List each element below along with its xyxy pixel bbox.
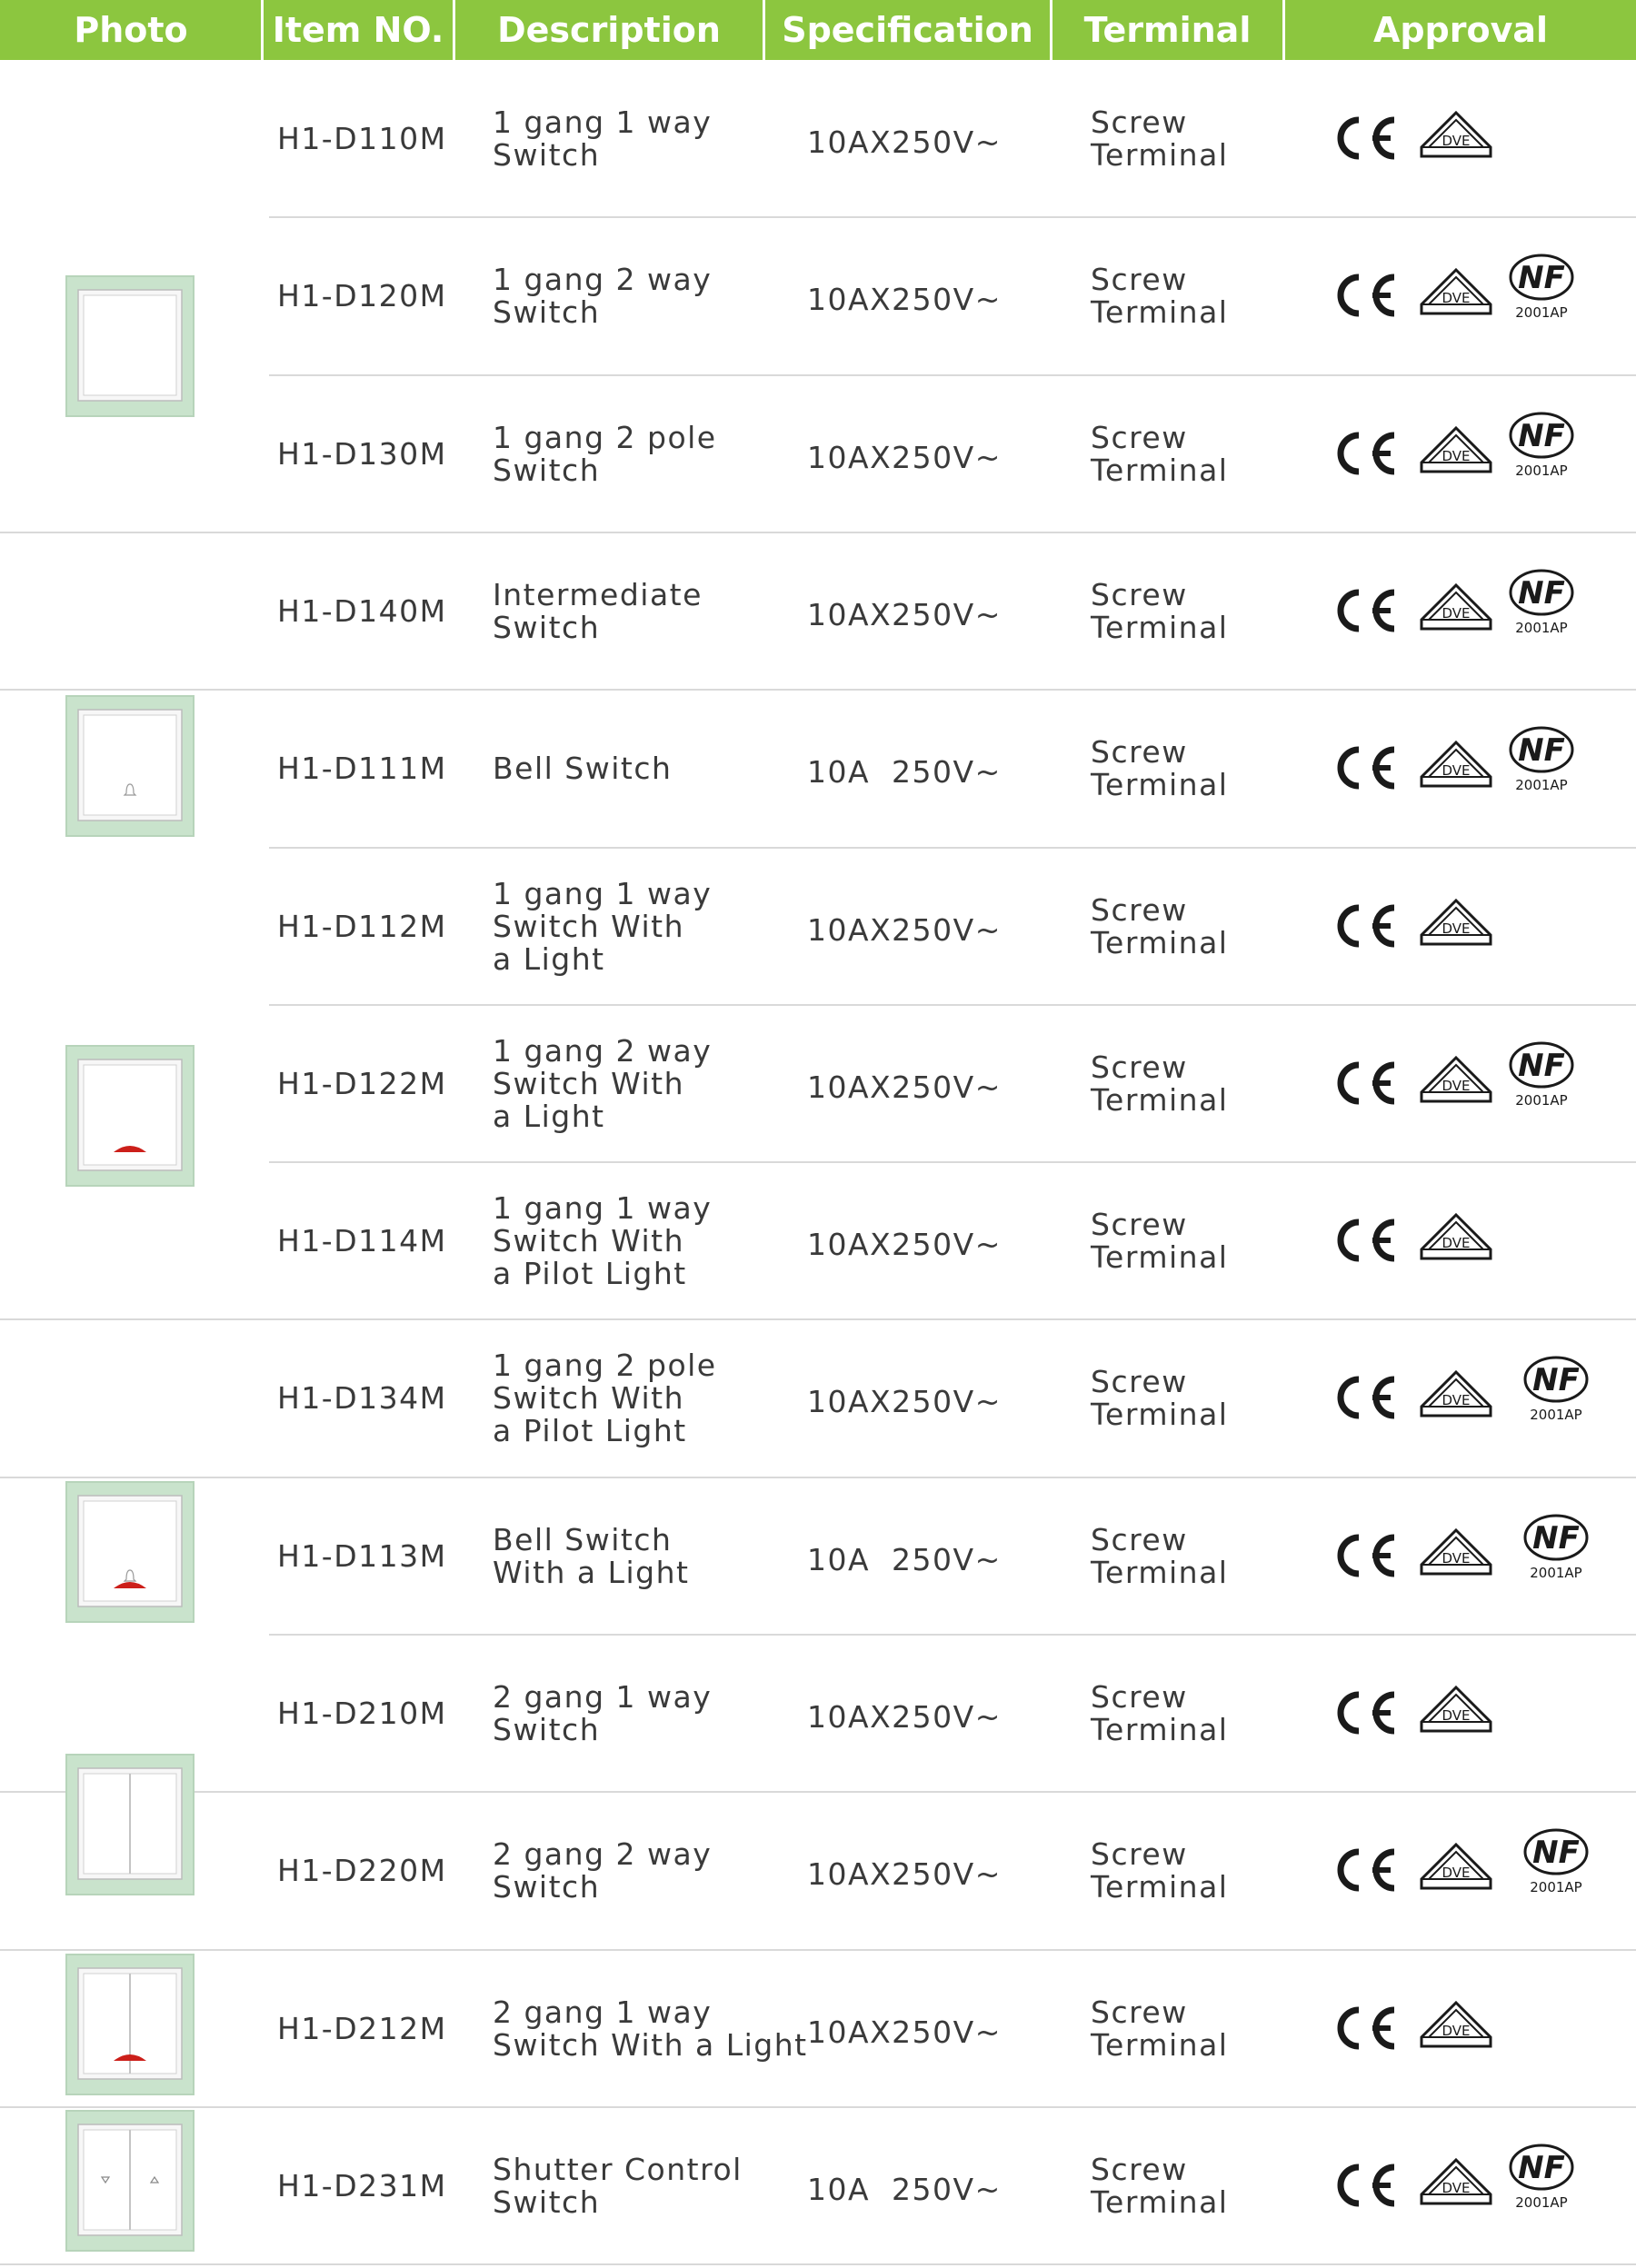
svg-text:NF: NF xyxy=(1518,260,1565,296)
ce-mark-icon xyxy=(1329,111,1402,165)
terminal-line: Screw xyxy=(1091,1521,1188,1557)
terminal xyxy=(1091,217,1228,374)
description-line: Switch With xyxy=(493,1222,685,1258)
specification: 10AX250V~ xyxy=(807,1698,1002,1735)
product-photo xyxy=(65,2110,195,2252)
vde-mark-icon xyxy=(1418,1527,1494,1585)
svg-text:NF: NF xyxy=(1518,2150,1565,2186)
terminal-line: Terminal xyxy=(1091,924,1229,960)
terminal xyxy=(1091,1162,1228,1319)
terminal-line: Terminal xyxy=(1091,2183,1229,2220)
description-line: 1 gang 2 way xyxy=(493,1032,713,1069)
terminal-line: Screw xyxy=(1091,733,1188,770)
description-line: Switch xyxy=(493,609,601,645)
vde-mark-icon xyxy=(1418,1211,1494,1269)
description xyxy=(493,217,712,374)
terminal-line: Terminal xyxy=(1091,609,1229,645)
switch-plate-image xyxy=(65,2110,195,2252)
terminal xyxy=(1091,375,1228,532)
terminal xyxy=(1091,1635,1228,1792)
ce-mark-icon xyxy=(1329,1370,1402,1425)
approval-marks xyxy=(1329,1635,1601,1792)
table-row xyxy=(0,375,1636,532)
description-line: a Light xyxy=(493,940,605,977)
switch-plate-image xyxy=(65,275,195,417)
table-row xyxy=(0,848,1636,1005)
description xyxy=(493,1635,712,1792)
terminal-line: Screw xyxy=(1091,2151,1188,2187)
description xyxy=(493,2107,743,2264)
table-row xyxy=(0,532,1636,690)
item-number: H1-D231M xyxy=(277,2167,447,2203)
specification: 10AX250V~ xyxy=(807,1069,1002,1105)
ce-mark-icon xyxy=(1329,2158,1402,2213)
table-row xyxy=(0,2107,1636,2264)
approval-marks xyxy=(1329,690,1601,847)
item-number: H1-D210M xyxy=(277,1695,447,1731)
vde-mark-icon xyxy=(1418,109,1494,167)
description-line: Bell Switch xyxy=(493,1521,673,1557)
description-line: 1 gang 1 way xyxy=(493,104,713,140)
terminal xyxy=(1091,848,1228,1005)
product-photo xyxy=(65,275,195,417)
description-line: Switch xyxy=(493,293,601,330)
item-number: H1-D212M xyxy=(277,2010,447,2046)
terminal-line: Terminal xyxy=(1091,1868,1229,1905)
terminal-line: Screw xyxy=(1091,104,1188,140)
approval-marks xyxy=(1329,217,1601,374)
terminal xyxy=(1091,2107,1228,2264)
ce-mark-icon xyxy=(1329,1843,1402,1897)
description-line: Intermediate xyxy=(493,576,703,612)
specification: 10A 250V~ xyxy=(807,753,1002,790)
item-number: H1-D120M xyxy=(277,277,447,313)
table-row xyxy=(0,1635,1636,1792)
description-line: Switch xyxy=(493,452,601,488)
header-photo: Photo xyxy=(74,10,188,50)
specification: 10AX250V~ xyxy=(807,1383,1002,1419)
ce-mark-icon xyxy=(1329,1213,1402,1268)
terminal-line: Screw xyxy=(1091,1835,1188,1872)
approval-marks xyxy=(1329,532,1601,690)
nf-code-label: 2001AP xyxy=(1515,2194,1568,2211)
vde-mark-icon xyxy=(1418,582,1494,640)
terminal xyxy=(1091,1792,1228,1949)
svg-text:NF: NF xyxy=(1532,1835,1580,1871)
terminal xyxy=(1091,690,1228,847)
product-photo xyxy=(65,695,195,837)
ce-mark-icon xyxy=(1329,426,1402,481)
specification: 10AX250V~ xyxy=(807,596,1002,632)
terminal xyxy=(1091,1477,1228,1635)
description xyxy=(493,532,703,690)
item-number: H1-D140M xyxy=(277,592,447,629)
terminal xyxy=(1091,532,1228,690)
approval-marks xyxy=(1329,1005,1601,1162)
description-line: 1 gang 1 way xyxy=(493,875,713,911)
nf-mark-icon xyxy=(1518,1512,1596,1585)
description-line: Shutter Control xyxy=(493,2151,743,2187)
svg-text:NF: NF xyxy=(1518,732,1565,769)
specification: 10AX250V~ xyxy=(807,2014,1002,2050)
nf-code-label: 2001AP xyxy=(1530,1407,1582,1423)
terminal-line: Screw xyxy=(1091,1363,1188,1399)
svg-text:DVE: DVE xyxy=(1441,133,1471,149)
svg-text:NF: NF xyxy=(1518,575,1565,612)
terminal-line: Screw xyxy=(1091,419,1188,455)
terminal-line: Terminal xyxy=(1091,1238,1229,1275)
approval-marks xyxy=(1329,1950,1601,2107)
vde-mark-icon xyxy=(1418,424,1494,482)
ce-mark-icon xyxy=(1329,268,1402,323)
product-photo xyxy=(65,1754,195,1895)
header-specification: Specification xyxy=(782,10,1033,50)
item-number: H1-D110M xyxy=(277,120,447,156)
terminal-line: Terminal xyxy=(1091,136,1229,173)
description-line: 1 gang 2 pole xyxy=(493,1347,717,1383)
svg-text:NF: NF xyxy=(1532,1362,1580,1398)
switch-plate-image xyxy=(65,695,195,837)
table-row xyxy=(0,60,1636,217)
description xyxy=(493,60,712,217)
table-row xyxy=(0,1005,1636,1162)
ce-mark-icon xyxy=(1329,741,1402,795)
approval-marks xyxy=(1329,2107,1601,2264)
vde-mark-icon xyxy=(1418,2156,1494,2214)
approval-marks xyxy=(1329,1792,1601,1949)
terminal xyxy=(1091,1950,1228,2107)
ce-mark-icon xyxy=(1329,583,1402,638)
terminal-line: Screw xyxy=(1091,261,1188,297)
table-row xyxy=(0,1477,1636,1635)
vde-mark-icon xyxy=(1418,266,1494,324)
svg-text:DVE: DVE xyxy=(1441,2180,1471,2196)
description-line: 2 gang 1 way xyxy=(493,1678,713,1715)
description xyxy=(493,375,717,532)
nf-code-label: 2001AP xyxy=(1530,1565,1582,1581)
nf-code-label: 2001AP xyxy=(1515,620,1568,636)
description-line: Bell Switch xyxy=(493,750,673,786)
terminal-line: Screw xyxy=(1091,1049,1188,1085)
svg-text:DVE: DVE xyxy=(1441,290,1471,306)
description xyxy=(493,1005,712,1162)
nf-code-label: 2001AP xyxy=(1515,777,1568,793)
table-header xyxy=(0,0,1636,60)
description-line: Switch xyxy=(493,1868,601,1905)
description-line: 2 gang 2 way xyxy=(493,1835,713,1872)
specification: 10A 250V~ xyxy=(807,1541,1002,1577)
product-photo xyxy=(65,1481,195,1623)
product-photo xyxy=(65,1045,195,1187)
terminal-line: Screw xyxy=(1091,1994,1188,2030)
nf-mark-icon xyxy=(1503,410,1581,482)
terminal-line: Screw xyxy=(1091,576,1188,612)
item-number: H1-D130M xyxy=(277,435,447,472)
description xyxy=(493,1319,717,1477)
svg-text:DVE: DVE xyxy=(1441,605,1471,622)
terminal-line: Terminal xyxy=(1091,2026,1229,2063)
nf-mark-icon xyxy=(1503,567,1581,640)
ce-mark-icon xyxy=(1329,1056,1402,1110)
nf-mark-icon xyxy=(1503,252,1581,324)
svg-text:NF: NF xyxy=(1518,1048,1565,1084)
description-line: a Pilot Light xyxy=(493,1255,687,1291)
approval-marks xyxy=(1329,1477,1601,1635)
svg-text:DVE: DVE xyxy=(1441,1078,1471,1094)
specification: 10AX250V~ xyxy=(807,281,1002,317)
nf-mark-icon xyxy=(1503,724,1581,797)
specification: 10AX250V~ xyxy=(807,1226,1002,1262)
table-row xyxy=(0,690,1636,847)
item-number: H1-D220M xyxy=(277,1852,447,1888)
description-line: Switch xyxy=(493,136,601,173)
nf-code-label: 2001AP xyxy=(1515,304,1568,321)
svg-text:DVE: DVE xyxy=(1441,2023,1471,2039)
approval-marks xyxy=(1329,1162,1601,1319)
svg-text:NF: NF xyxy=(1518,418,1565,454)
terminal-line: Screw xyxy=(1091,891,1188,928)
description-line: Switch With xyxy=(493,908,685,944)
description xyxy=(493,690,672,847)
ce-mark-icon xyxy=(1329,1686,1402,1740)
switch-plate-image xyxy=(65,1481,195,1623)
vde-mark-icon xyxy=(1418,897,1494,955)
approval-marks xyxy=(1329,375,1601,532)
vde-mark-icon xyxy=(1418,1841,1494,1899)
terminal-line: Terminal xyxy=(1091,293,1229,330)
item-number: H1-D114M xyxy=(277,1222,447,1258)
terminal-line: Terminal xyxy=(1091,1081,1229,1118)
header-description: Description xyxy=(497,10,721,50)
terminal-line: Terminal xyxy=(1091,766,1229,802)
svg-text:DVE: DVE xyxy=(1441,920,1471,937)
vde-mark-icon xyxy=(1418,1999,1494,2057)
specification: 10AX250V~ xyxy=(807,439,1002,475)
description-line: Switch With a Light xyxy=(493,2026,808,2063)
ce-mark-icon xyxy=(1329,1528,1402,1583)
terminal xyxy=(1091,1005,1228,1162)
nf-code-label: 2001AP xyxy=(1515,463,1568,479)
table-row xyxy=(0,1162,1636,1319)
svg-text:DVE: DVE xyxy=(1441,1865,1471,1881)
description-line: a Pilot Light xyxy=(493,1412,687,1448)
nf-code-label: 2001AP xyxy=(1515,1092,1568,1109)
svg-text:NF: NF xyxy=(1532,1520,1580,1557)
row-divider xyxy=(0,2263,1636,2265)
terminal-line: Terminal xyxy=(1091,1554,1229,1590)
item-number: H1-D122M xyxy=(277,1065,447,1101)
approval-marks xyxy=(1329,848,1601,1005)
description-line: 1 gang 2 way xyxy=(493,261,713,297)
nf-mark-icon xyxy=(1503,1040,1581,1112)
ce-mark-icon xyxy=(1329,899,1402,953)
svg-text:DVE: DVE xyxy=(1441,1707,1471,1724)
description xyxy=(493,1162,712,1319)
item-number: H1-D111M xyxy=(277,750,447,786)
svg-text:DVE: DVE xyxy=(1441,1235,1471,1251)
svg-text:DVE: DVE xyxy=(1441,1392,1471,1408)
switch-plate-image xyxy=(65,1045,195,1187)
terminal-line: Screw xyxy=(1091,1678,1188,1715)
approval-marks xyxy=(1329,60,1601,217)
description-line: Switch With xyxy=(493,1065,685,1101)
switch-plate-image xyxy=(65,1754,195,1895)
table-row xyxy=(0,1792,1636,1949)
nf-mark-icon xyxy=(1518,1826,1596,1899)
terminal-line: Terminal xyxy=(1091,452,1229,488)
nf-mark-icon xyxy=(1503,2142,1581,2214)
item-number: H1-D113M xyxy=(277,1537,447,1574)
table-row xyxy=(0,1950,1636,2107)
description xyxy=(493,848,712,1005)
table-row xyxy=(0,1319,1636,1477)
specification: 10AX250V~ xyxy=(807,124,1002,160)
table-row xyxy=(0,217,1636,374)
nf-mark-icon xyxy=(1518,1354,1596,1427)
terminal-line: Terminal xyxy=(1091,1711,1229,1747)
description-line: 1 gang 2 pole xyxy=(493,419,717,455)
header-approval: Approval xyxy=(1372,10,1549,50)
product-photo xyxy=(65,1954,195,2095)
description-line: With a Light xyxy=(493,1554,690,1590)
description-line: a Light xyxy=(493,1098,605,1134)
nf-code-label: 2001AP xyxy=(1530,1879,1582,1895)
vde-mark-icon xyxy=(1418,739,1494,797)
vde-mark-icon xyxy=(1418,1054,1494,1112)
description-line: 2 gang 1 way xyxy=(493,1994,713,2030)
svg-text:DVE: DVE xyxy=(1441,1550,1471,1567)
svg-text:DVE: DVE xyxy=(1441,448,1471,464)
approval-marks xyxy=(1329,1319,1601,1477)
specification: 10AX250V~ xyxy=(807,911,1002,948)
header-item-no: Item NO. xyxy=(272,10,444,50)
terminal-line: Screw xyxy=(1091,1206,1188,1242)
description xyxy=(493,1950,808,2107)
description xyxy=(493,1792,712,1949)
terminal xyxy=(1091,60,1228,217)
description xyxy=(493,1477,689,1635)
terminal-line: Terminal xyxy=(1091,1396,1229,1432)
description-line: Switch With xyxy=(493,1379,685,1416)
ce-mark-icon xyxy=(1329,2001,1402,2055)
specification: 10AX250V~ xyxy=(807,1855,1002,1892)
item-number: H1-D112M xyxy=(277,908,447,944)
item-number: H1-D134M xyxy=(277,1379,447,1416)
description-line: Switch xyxy=(493,1711,601,1747)
description-line: Switch xyxy=(493,2183,601,2220)
header-terminal: Terminal xyxy=(1083,10,1252,50)
specification: 10A 250V~ xyxy=(807,2171,1002,2207)
vde-mark-icon xyxy=(1418,1368,1494,1427)
svg-text:DVE: DVE xyxy=(1441,762,1471,779)
terminal xyxy=(1091,1319,1228,1477)
switch-plate-image xyxy=(65,1954,195,2095)
description-line: 1 gang 1 way xyxy=(493,1189,713,1226)
vde-mark-icon xyxy=(1418,1684,1494,1742)
